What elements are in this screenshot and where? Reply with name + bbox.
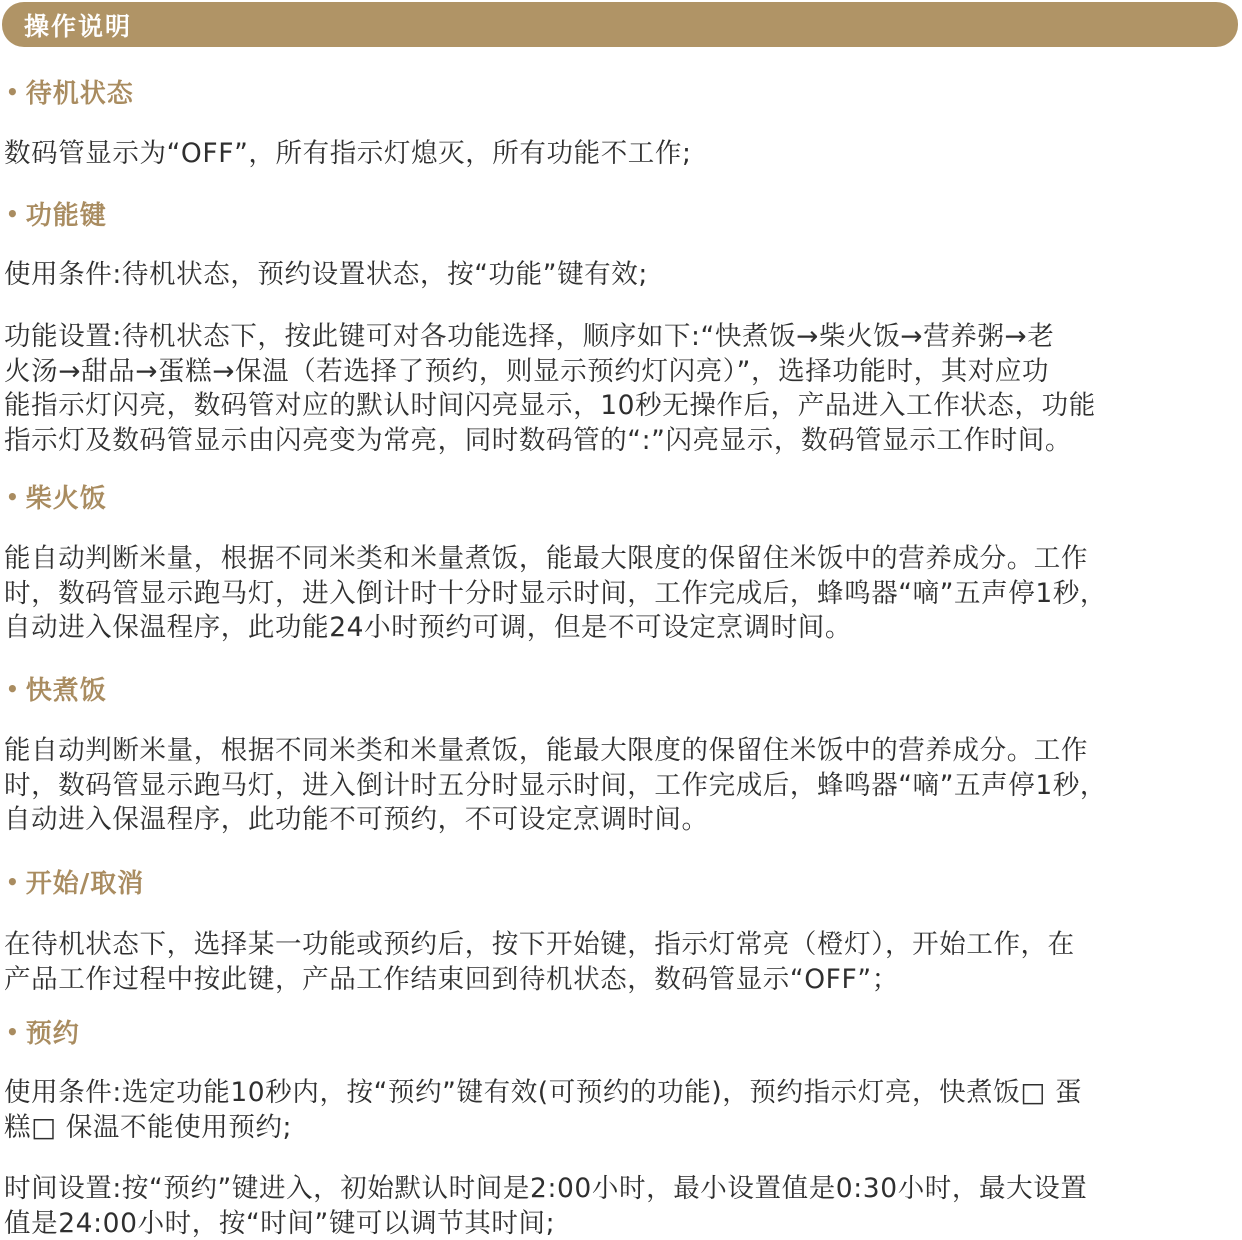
paragraph-start-cancel: 在待机状态下，选择某一功能或预约后，按下开始键，指示灯常亮（橙灯），开始工作，在 产品工作过程中按此键，产品工作结束回到待机状态，数码管显示“OFF”； xyxy=(4,929,1075,995)
section-banner xyxy=(2,2,1238,47)
paragraph-reservation-time: 时间设置:按“预约”键进入，初始默认时间是2:00小时，最小设置值是0:30小时，最大设置 值是24:00小时，按“时间”键可以调节其时间; xyxy=(4,1173,1088,1239)
paragraph-quick-rice: 能自动判断米量，根据不同米类和米量煮饭，能最大限度的保留住米饭中的营养成分。工作 时，数码管显示跑马灯，进入倒计时五分时显示时间，工作完成后，蜂鸣器“嘀”五声停1秒， 自动进入保温程序，此功能不可预约，不可设定烹调时间。 xyxy=(4,735,1108,835)
paragraph-standby: 数码管显示为“OFF”，所有指示灯熄灭，所有功能不工作; xyxy=(4,138,692,169)
paragraph-function-setting: 功能设置:待机状态下，按此键可对各功能选择，顺序如下:“快煮饭→柴火饭→营养粥→老 火汤→甜品→蛋糕→保温（若选择了预约，则显示预约灯闪亮）”，选择功能时，其对应功 能指示灯闪亮，数码管对应的默认时间闪亮显示，10秒无操作后，产品进入工作状态，功能 指示灯及数码管显示由闪亮变为常亮，同时数码管的“:”闪亮显示，数码管显示工作时间。 xyxy=(4,321,1096,456)
heading-standby: • 待机状态 xyxy=(6,76,134,110)
banner-title: 操作说明 xyxy=(24,11,133,41)
bullet-icon: • xyxy=(6,677,20,701)
bullet-icon: • xyxy=(6,1020,20,1044)
heading-firewood-rice: • 柴火饭 xyxy=(6,481,107,515)
bullet-icon: • xyxy=(6,870,20,894)
bullet-icon: • xyxy=(6,485,20,509)
heading-start-cancel: • 开始/取消 xyxy=(6,866,144,900)
bullet-icon: • xyxy=(6,80,20,104)
heading-reservation: • 预约 xyxy=(6,1016,80,1050)
paragraph-reservation-condition: 使用条件:选定功能10秒内，按“预约”键有效(可预约的功能)，预约指示灯亮，快煮饭□ 蛋 糕□ 保温不能使用预约; xyxy=(4,1077,1083,1143)
paragraph-function-condition: 使用条件:待机状态，预约设置状态，按“功能”键有效; xyxy=(4,259,648,290)
heading-function-key: • 功能键 xyxy=(6,198,107,232)
bullet-icon: • xyxy=(6,202,20,226)
heading-quick-rice: • 快煮饭 xyxy=(6,673,107,707)
paragraph-firewood-rice: 能自动判断米量，根据不同米类和米量煮饭，能最大限度的保留住米饭中的营养成分。工作 时，数码管显示跑马灯，进入倒计时十分时显示时间，工作完成后，蜂鸣器“嘀”五声停1秒， 自动进入保温程序，此功能24小时预约可调，但是不可设定烹调时间。 xyxy=(4,543,1108,643)
